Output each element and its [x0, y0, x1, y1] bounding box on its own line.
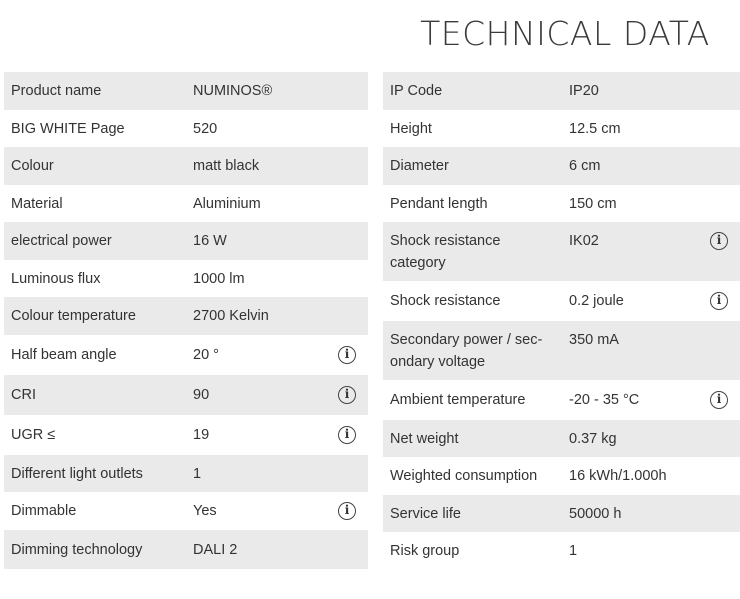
left-label: Luminous flux [11, 271, 101, 287]
right-row [383, 72, 740, 110]
right-value: IK02 [569, 233, 599, 249]
left-label: BIG WHITE Page [11, 121, 125, 137]
left-row [4, 455, 368, 492]
left-row [4, 530, 368, 569]
left-value: Yes [193, 503, 217, 519]
right-value: 0.37 kg [569, 431, 617, 447]
right-row [383, 420, 740, 457]
right-row [383, 321, 740, 380]
left-label: Product name [11, 83, 102, 99]
right-label: Weighted consumption [390, 468, 538, 484]
right-value: 0.2 joule [569, 293, 624, 309]
left-row [4, 415, 368, 455]
left-label: Material [11, 196, 63, 212]
left-value: 16 W [193, 233, 227, 249]
right-value: 1 [569, 543, 578, 559]
right-row [383, 222, 740, 281]
left-row [4, 185, 368, 222]
right-label: Diameter [390, 158, 449, 174]
left-label: Dimming technology [11, 542, 143, 558]
left-value: 1 [193, 466, 202, 482]
right-row [383, 495, 740, 532]
left-value: matt black [193, 158, 260, 174]
right-label: Height [390, 121, 432, 137]
right-label: IP Code [390, 83, 443, 99]
right-row [383, 147, 740, 185]
right-value: 50000 h [569, 506, 622, 522]
left-row [4, 375, 368, 415]
left-value: 20 ° [193, 347, 219, 363]
right-row [383, 380, 740, 420]
left-value: Aluminium [193, 196, 261, 212]
right-value: 150 cm [569, 196, 617, 212]
left-row [4, 297, 368, 335]
right-label: Net weight [390, 431, 459, 447]
info-icon[interactable]: i [710, 391, 728, 409]
right-row [383, 185, 740, 222]
right-row [383, 457, 740, 495]
right-value: IP20 [569, 83, 599, 99]
info-icon[interactable]: i [338, 386, 356, 404]
left-row [4, 147, 368, 185]
right-value: 12.5 cm [569, 121, 621, 137]
right-label: Shock resistance [390, 293, 501, 309]
left-label: Colour temperature [11, 308, 136, 324]
left-value: DALI 2 [193, 542, 238, 558]
left-label: Colour [11, 158, 54, 174]
left-value: 520 [193, 121, 218, 137]
right-label: Secondary power / sec-ondary voltage [390, 332, 543, 370]
right-row [383, 532, 740, 570]
left-row [4, 335, 368, 375]
left-value: 2700 Kelvin [193, 308, 269, 324]
left-label: Half beam angle [11, 347, 117, 363]
right-row [383, 281, 740, 321]
left-label: Different light outlets [11, 466, 143, 482]
right-label: Ambient temperature [390, 392, 526, 408]
right-row [383, 110, 740, 147]
left-row [4, 492, 368, 530]
right-label: Pendant length [390, 196, 488, 212]
technical-data-table-left [4, 72, 368, 569]
left-label: UGR ≤ [11, 427, 56, 443]
left-value: 1000 lm [193, 271, 245, 287]
left-label: Dimmable [11, 503, 77, 519]
info-icon[interactable]: i [338, 426, 356, 444]
right-value: 350 mA [569, 332, 619, 348]
info-icon[interactable]: i [710, 292, 728, 310]
left-label: electrical power [11, 233, 112, 249]
right-value: -20 - 35 °C [569, 392, 640, 408]
left-value: NUMINOS® [193, 83, 273, 99]
left-row [4, 72, 368, 110]
info-icon[interactable]: i [710, 232, 728, 250]
left-row [4, 110, 368, 147]
technical-data-table-right [383, 72, 740, 570]
right-value: 6 cm [569, 158, 601, 174]
left-value: 19 [193, 427, 210, 443]
info-icon[interactable]: i [338, 502, 356, 520]
right-label: Risk group [390, 543, 460, 559]
left-label: CRI [11, 387, 36, 403]
right-label: Shock resistance category [390, 233, 501, 271]
info-icon[interactable]: i [338, 346, 356, 364]
page-title: TECHNICAL DATA [420, 14, 710, 53]
left-row [4, 222, 368, 260]
left-value: 90 [193, 387, 210, 403]
right-label: Service life [390, 506, 461, 522]
left-row [4, 260, 368, 297]
right-value: 16 kWh/1.000h [569, 468, 667, 484]
